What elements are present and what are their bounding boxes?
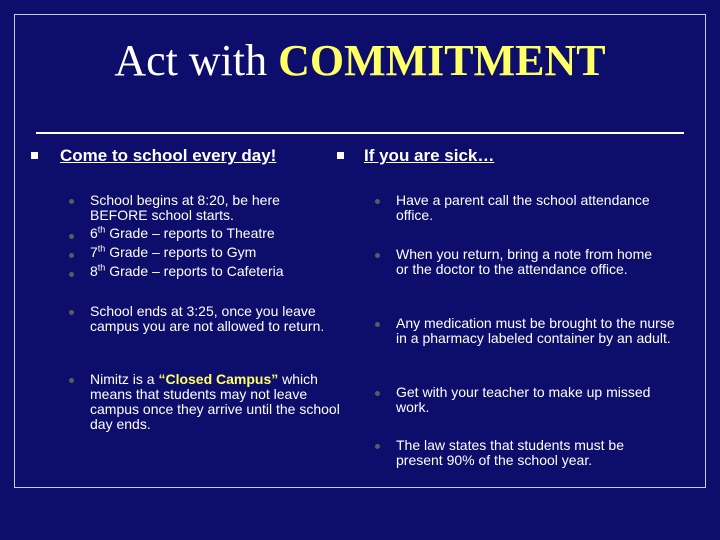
bullet-dot-icon [69, 253, 74, 258]
bullet-dot-icon [69, 199, 74, 204]
bullet-dot-icon [69, 234, 74, 239]
right-item-medication: Any medication must be brought to the nurse in a pharmacy labeled container by an adult. [396, 315, 675, 346]
bullet-dot-icon [69, 378, 74, 383]
left-item-8th: 8th Grade – reports to Cafeteria [90, 262, 284, 279]
bullet-dot-icon [69, 310, 74, 315]
left-item-ends: School ends at 3:25, once you leave campus you are not allowed to return. [90, 303, 325, 334]
slide-title [0, 36, 720, 86]
bullet-square-icon [337, 152, 344, 159]
left-item-6th: 6th Grade – reports to Theatre [90, 224, 275, 241]
title-plain: Act with [114, 36, 279, 85]
right-item-missed-work: Get with your teacher to make up missed work. [396, 384, 651, 415]
bullet-dot-icon [375, 199, 380, 204]
left-item-closed-campus: Nimitz is a “Closed Campus” which means that students may not leave campus once they arrive until the school day ends. [90, 371, 340, 432]
left-heading: Come to school every day! [60, 146, 277, 165]
left-item-start: School begins at 8:20, be here BEFORE school starts. [90, 192, 280, 223]
bullet-dot-icon [375, 444, 380, 449]
right-item-call: Have a parent call the school attendance office. [396, 192, 650, 223]
left-item-7th: 7th Grade – reports to Gym [90, 243, 257, 260]
right-heading: If you are sick… [364, 146, 495, 165]
bullet-square-icon [31, 152, 38, 159]
title-divider [36, 132, 684, 134]
bullet-dot-icon [375, 391, 380, 396]
bullet-dot-icon [69, 272, 74, 277]
bullet-dot-icon [375, 253, 380, 258]
title-accent: COMMITMENT [278, 36, 606, 85]
right-item-note: When you return, bring a note from home or the doctor to the attendance office. [396, 246, 653, 277]
right-item-law: The law states that students must be present 90% of the school year. [396, 437, 625, 468]
bullet-dot-icon [375, 322, 380, 327]
